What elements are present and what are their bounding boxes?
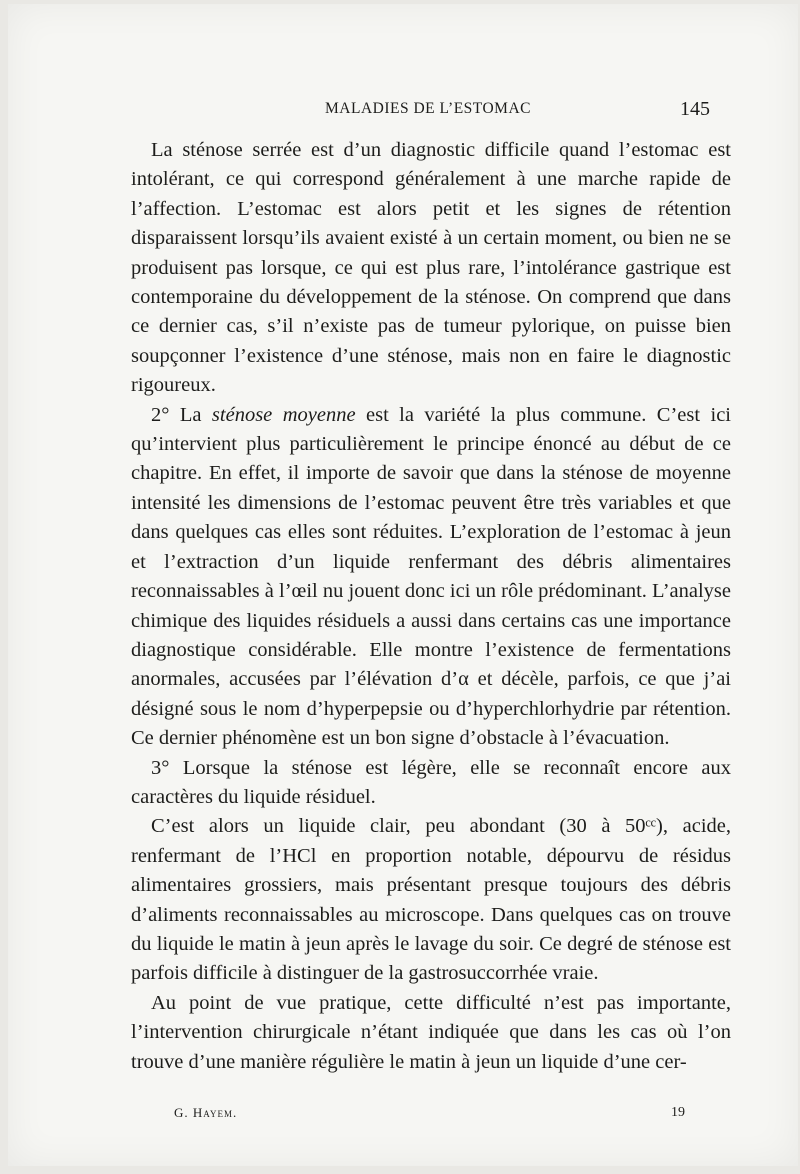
- author-line: G. Hayem.: [174, 1105, 238, 1120]
- paragraph-rest: est la variété la plus commune. C’est ici qu’intervient plus particulièrement le principe énoncé au début de ce chapitre. En effet, il importe de savoir que dans la sténose de moyenne intensité les dimensions de l’estomac peuvent être très variables et que dans quelques cas elles sont réduites. L’exploration de l’estomac à jeun et l’extraction d’un liquide renfermant des débris alimentaires reconnaissables à l’œil nu jouent donc ici un rôle prédominant. L’analyse chimique des liquides résiduels a aussi dans certains cas une importance diagnostique considérable. Elle montre l’existence de fermentations anormales, accusées par l’élévation d’α et décèle, parfois, ce que j’ai désigné sous le nom d’hyperpepsie ou d’hyperchlorhydrie par rétention. Ce dernier phénomène est un bon signe d’obstacle à l’évacuation.: [131, 403, 731, 750]
- page-footer: [8, 1105, 798, 1127]
- paragraph-stenose-moyenne: [131, 401, 731, 754]
- italic-term: sténose moyenne: [211, 403, 356, 426]
- paragraph-point-de-vue-pratique: Au point de vue pratique, cette difficulté n’est pas importante, l’intervention chirurgicale n’étant indiquée que dans les cas où l’on trouve d’une manière régulière le matin à jeun un liquide d’une cer-: [131, 991, 731, 1073]
- paragraph-stenose-legere: 3° Lorsque la sténose est légère, elle se reconnaît encore aux caractères du liquide résiduel.: [131, 756, 731, 808]
- body-text: [131, 136, 731, 1077]
- paragraph-stenose-serree: La sténose serrée est d’un diagnostic difficile quand l’estomac est intolérant, ce qui correspond généralement à une marche rapide de l’affection. L’estomac est alors petit et les signes de rétention disparaissent lorsqu’ils avaient existé à un certain moment, ou bien ne se produisent pas lorsque, ce qui est plus rare, l’intolérance gastrique est contemporaine du développement de la sténose. On comprend que dans ce dernier cas, s’il n’existe pas de tumeur pylorique, on puisse bien soupçonner l’existence d’une sténose, mais non en faire le diagnostic rigoureux.: [131, 139, 731, 397]
- paragraph-prefix: 2° La: [151, 403, 212, 426]
- book-page: [8, 4, 798, 1166]
- running-head: [8, 100, 798, 124]
- running-title: MALADIES DE L’ESTOMAC: [325, 100, 531, 117]
- page-number: 145: [680, 98, 710, 120]
- signature-mark: 19: [671, 1105, 685, 1120]
- paragraph-liquide-clair: C’est alors un liquide clair, peu abondant (30 à 50ᶜᶜ), acide, renfermant de l’HCl en proportion notable, dépourvu de résidus alimentaires grossiers, mais présentant presque toujours des débris d’aliments reconnaissables au microscope. Dans quelques cas on trouve du liquide le matin à jeun après le lavage du soir. Ce degré de sténose est parfois difficile à distinguer de la gastrosuccorrhée vraie.: [131, 815, 731, 985]
